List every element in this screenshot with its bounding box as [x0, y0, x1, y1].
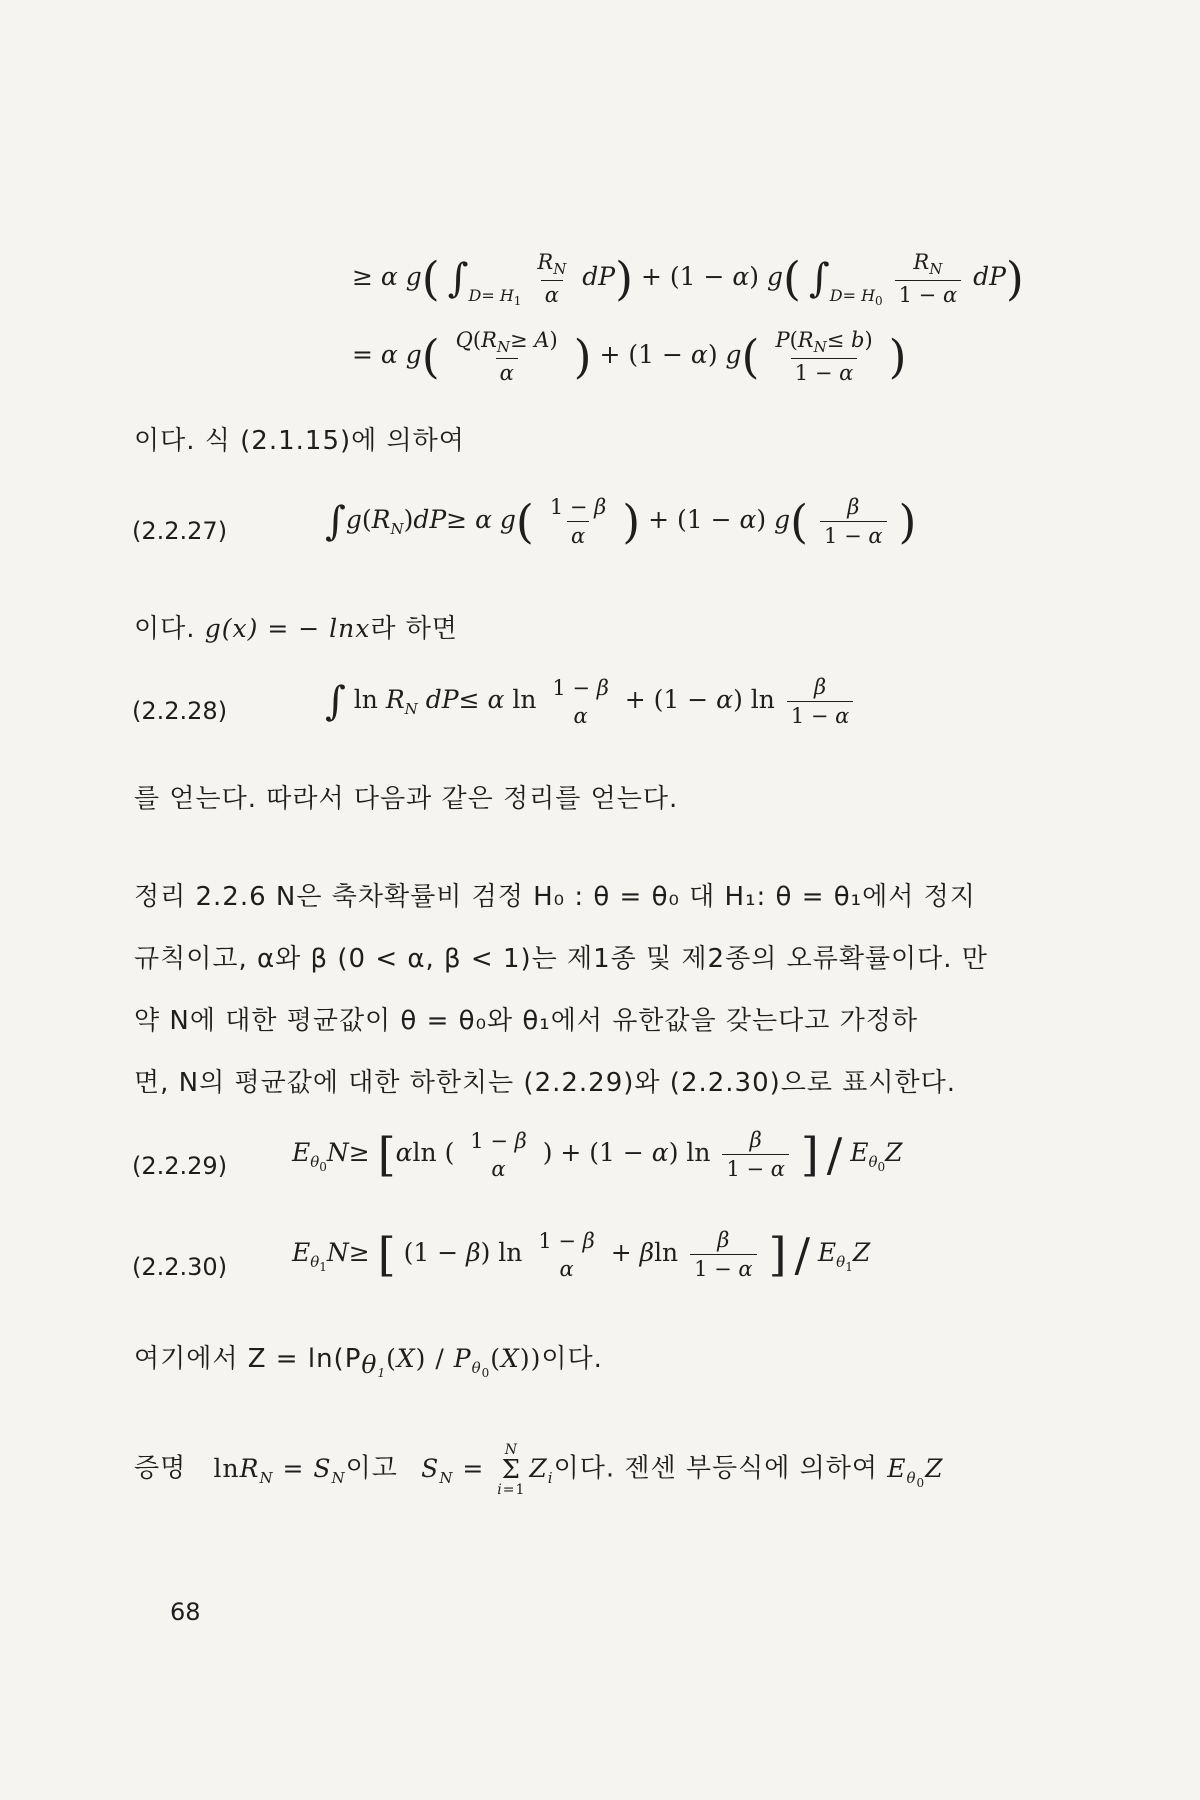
equation-2229: $E_{\theta_0}N\ge [\alpha\ln$ ( 1 − β α ) + (1 − α) ln $\frac{\beta}{1 - \alpha}$ ] / $E_{\theta_0}Z$: [292, 1127, 903, 1182]
theorem-line-3: 약 N에 대한 평균값이 θ = θ₀와 θ₁에서 유한값을 갖는다고 가정하: [134, 1006, 919, 1036]
equation-continuation-2: = α g( $\frac{Q(R_N\ge A)}{\alpha}$ ) + (1 − α) g( $\frac{P(R_N\le b)}{1 - \alpha}$ ): [352, 328, 907, 386]
after-2228-text: 를 얻는다. 따라서 다음과 같은 정리를 얻는다.: [134, 784, 679, 814]
theorem-text-1: N은 축차확률비 검정 H₀ : θ = θ₀ 대 H₁: θ = θ₁에서 정지: [275, 882, 976, 912]
where-line: 여기에서 $Z = \ln(P_{\theta 1}(X) / P_{\theta_0}(X))$이다.: [134, 1344, 603, 1381]
after-2227-text: 이다.: [134, 614, 196, 644]
theorem-label: 정리 2.2.6: [134, 882, 267, 912]
theorem-line-2: 규칙이고, α와 β (0 < α, β < 1)는 제1종 및 제2종의 오류확률이다. 만: [134, 944, 988, 974]
equation-number-2227: (2.2.27): [132, 517, 228, 545]
equation-2228: ∫ $\ln R_N$ dP≤ α ln 1 − β α + (1 − α) ln $\frac{\beta}{1 - \alpha}$: [325, 675, 857, 728]
where-tail: 이다.: [541, 1344, 603, 1374]
continuation-text: 이다. 식 (2.1.15)에 의하여: [134, 426, 465, 456]
after-2227-line: [134, 608, 458, 645]
proof-label: 증명: [134, 1453, 187, 1484]
equation-number-2230: (2.2.30): [132, 1253, 228, 1281]
theorem-line-1: [134, 876, 976, 913]
after-2227-math: g(x) = − lnx: [204, 614, 371, 643]
equation-2227: $\int g(R_N)dP\ge \alpha$ g( $\frac{1 - \beta}{\alpha}$ ) + (1 − α) g( $\frac{\beta}{1 - \alpha}$ ): [325, 494, 917, 549]
equation-continuation-1: ≥ α g( $\int_{D= H_1}$ $\frac{R_N}{\alpha}$ dP) + (1 − α) g( $\int_{D= H_0}$ $\frac{R_N}{1 - \alpha}$ dP): [352, 250, 1024, 309]
equation-number-2229: (2.2.29): [132, 1152, 228, 1180]
page-number: 68: [170, 1598, 201, 1626]
proof-line: 증명 $\ln R_N = S_N$이고 $S_N$ = N Σ i=1 $Z_i$이다. 젠센 부등식에 의하여 $E_{\theta_0}Z$: [134, 1442, 944, 1498]
theorem-line-4: 면, N의 평균값에 대한 하한치는 (2.2.29)와 (2.2.30)으로 표시한다.: [134, 1068, 957, 1098]
where-text: 여기에서 Z = ln(P: [134, 1344, 362, 1374]
equation-2230: $E_{\theta_1}N\ge$ [ (1 − β) ln 1 − β α + βln $\frac{\beta}{1 - \alpha}$ ] / $E_{\theta_1}Z$: [292, 1227, 871, 1282]
proof-mid: 이고: [345, 1453, 398, 1484]
proof-tail: 이다. 젠센 부등식에 의하여: [553, 1453, 878, 1484]
equation-number-2228: (2.2.28): [132, 697, 228, 725]
after-2227-tail: 라 하면: [370, 614, 458, 644]
